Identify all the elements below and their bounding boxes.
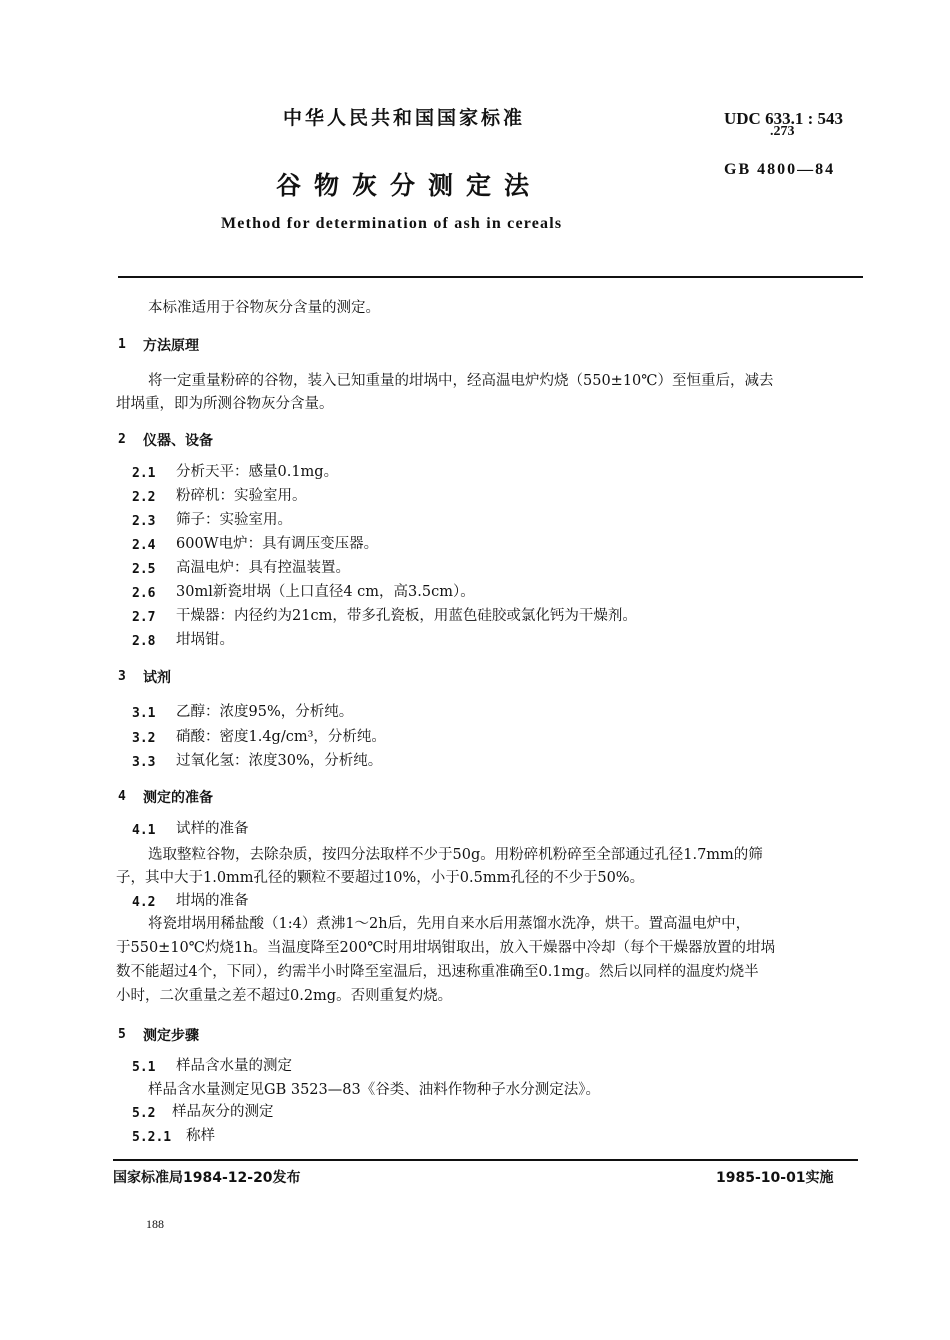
item-number: 2.8: [132, 634, 156, 649]
org-title: 中华人民共和国国家标准: [283, 107, 526, 129]
subsection-number: 4.1: [132, 823, 156, 838]
section-2-title: 仪器、设备: [143, 433, 213, 449]
subsection-number: 4.2: [132, 895, 156, 910]
item-number: 2.1: [132, 466, 156, 481]
intro-paragraph: 本标准适用于谷物灰分含量的测定。: [148, 300, 380, 316]
section-1-number: 1: [118, 337, 126, 352]
subsection-title: 样品含水量的测定: [176, 1058, 292, 1074]
paragraph-line: 于550±10℃灼烧1h。当温度降至200℃时用坩埚钳取出，放入干燥器中冷却（每个干燥器放置的坩埚: [116, 940, 775, 956]
item-text: 600W电炉：具有调压变压器。: [176, 536, 379, 552]
item-number: 2.5: [132, 562, 156, 577]
item-number: 3.3: [132, 755, 156, 770]
page-number: 188: [146, 1217, 164, 1231]
item-text: 30ml新瓷坩埚（上口直径4 cm，高3.5cm）。: [176, 584, 475, 600]
paragraph-line: 选取整粒谷物，去除杂质，按四分法取样不少于50g。用粉碎机粉碎至全部通过孔径1.7mm的筛: [148, 847, 763, 863]
subsection-title: 试样的准备: [176, 821, 249, 837]
item-text: 乙醇：浓度95%，分析纯。: [176, 704, 354, 720]
item-number: 2.7: [132, 610, 156, 625]
item-number: 3.1: [132, 706, 156, 721]
udc-code-continued: .273: [770, 124, 795, 139]
paragraph-line: 将瓷坩埚用稀盐酸（1:4）煮沸1～2h后，先用自来水后用蒸馏水洗净，烘干。置高温电炉中，: [148, 916, 751, 932]
section-5-number: 5: [118, 1027, 126, 1042]
issued-date: 国家标准局1984-12-20发布: [113, 1170, 301, 1186]
paragraph-line: 小时，二次重量之差不超过0.2mg。否则重复灼烧。: [116, 988, 453, 1004]
subsection-number: 5.2: [132, 1106, 156, 1121]
section-2-number: 2: [118, 432, 126, 447]
item-text: 干燥器：内径约为21cm，带多孔瓷板，用蓝色硅胶或氯化钙为干燥剂。: [176, 608, 637, 624]
effective-date: 1985-10-01实施: [716, 1170, 834, 1186]
subsection-number: 5.1: [132, 1060, 156, 1075]
subsection-number: 5.2.1: [132, 1130, 172, 1145]
udc-code: UDC 633.1 : 543: [724, 109, 843, 128]
item-text: 筛子：实验室用。: [176, 512, 292, 528]
section-4-title: 测定的准备: [143, 790, 213, 806]
section-1-title: 方法原理: [143, 338, 199, 354]
item-text: 粉碎机：实验室用。: [176, 488, 307, 504]
section-4-number: 4: [118, 789, 126, 804]
section-3-number: 3: [118, 669, 126, 684]
subsection-title: 样品灰分的测定: [172, 1104, 274, 1120]
item-text: 硝酸：密度1.4g/cm³，分析纯。: [176, 729, 386, 745]
item-number: 2.4: [132, 538, 156, 553]
footer-divider: [113, 1159, 858, 1161]
item-number: 2.3: [132, 514, 156, 529]
item-number: 2.6: [132, 586, 156, 601]
paragraph-line: 子，其中大于1.0mm孔径的颗粒不要超过10%，小于0.5mm孔径的不少于50%。: [116, 870, 645, 886]
document-title: 谷物灰分测定法: [276, 171, 543, 200]
paragraph-line: 数不能超过4个，下同），约需半小时降至室温后，迅速称重准确至0.1mg。然后以同样的温度灼烧半: [116, 964, 759, 980]
section-5-title: 测定步骤: [143, 1028, 199, 1044]
section-1-line: 坩埚重，即为所测谷物灰分含量。: [116, 396, 334, 412]
section-3-title: 试剂: [143, 670, 171, 686]
section-1-line: 将一定重量粉碎的谷物，装入已知重量的坩埚中，经高温电炉灼烧（550±10℃）至恒重后，减去: [148, 373, 774, 389]
document-title-english: Method for determination of ash in cereals: [221, 215, 563, 232]
item-number: 3.2: [132, 731, 156, 746]
paragraph-line: 样品含水量测定见GB 3523—83《谷类、油料作物种子水分测定法》。: [148, 1082, 600, 1098]
item-text: 坩埚钳。: [176, 632, 234, 648]
item-text: 高温电炉：具有控温装置。: [176, 560, 350, 576]
item-text: 分析天平：感量0.1mg。: [176, 464, 339, 480]
item-text: 过氧化氢：浓度30%，分析纯。: [176, 753, 383, 769]
subsection-title: 称样: [186, 1128, 215, 1144]
subsection-title: 坩埚的准备: [176, 893, 249, 909]
item-number: 2.2: [132, 490, 156, 505]
gb-code: GB 4800—84: [724, 161, 836, 178]
header-divider: [118, 276, 863, 278]
